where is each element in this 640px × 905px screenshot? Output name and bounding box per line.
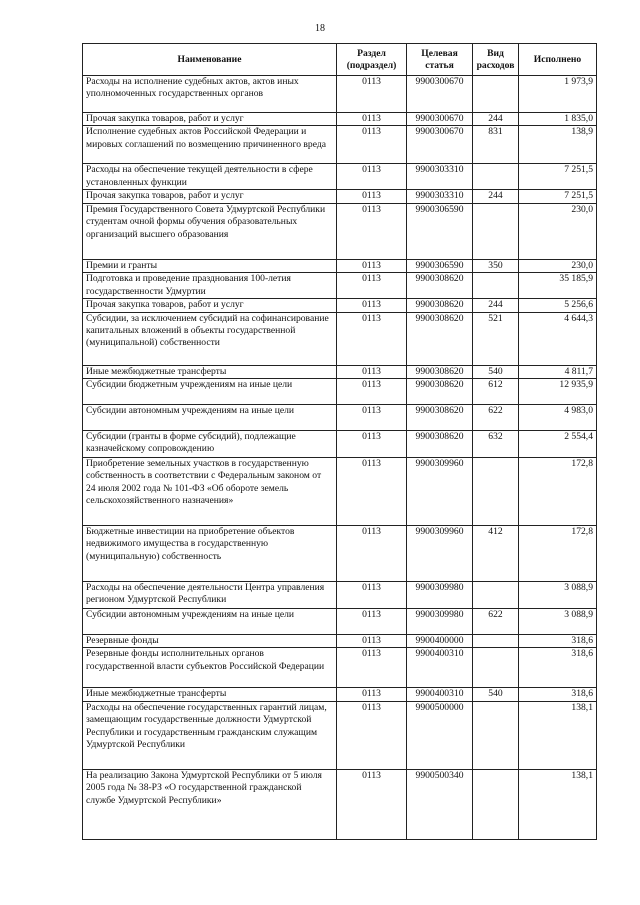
table-row (83, 259, 597, 272)
cell-target: 9900308620 (407, 405, 473, 431)
cell-name: Приобретение земельных участков в государственную собственность в соответствии с Федеральным законом от 24 июля 2002 года № 101-ФЗ «Об обороте земель сельскохозяйственного назначения» (83, 458, 337, 526)
header-type: Вид расходов (473, 44, 519, 76)
cell-section: 0113 (337, 164, 407, 190)
cell-value: 3 088,9 (519, 582, 597, 609)
cell-section: 0113 (337, 526, 407, 582)
cell-section: 0113 (337, 299, 407, 312)
cell-section: 0113 (337, 259, 407, 272)
cell-value: 172,8 (519, 458, 597, 526)
table-row (83, 701, 597, 769)
cell-section: 0113 (337, 379, 407, 405)
cell-section: 0113 (337, 190, 407, 203)
cell-type: 244 (473, 113, 519, 126)
table-row (83, 379, 597, 405)
table-row (83, 126, 597, 164)
cell-name: Расходы на исполнение судебных актов, актов иных уполномоченных государственных органов (83, 76, 337, 113)
table-row (83, 164, 597, 190)
cell-section: 0113 (337, 769, 407, 839)
cell-value: 318,6 (519, 635, 597, 648)
cell-name: Резервные фонды (83, 635, 337, 648)
cell-section: 0113 (337, 365, 407, 378)
cell-target: 9900308620 (407, 312, 473, 365)
cell-type (473, 164, 519, 190)
cell-name: Субсидии автономным учреждениям на иные цели (83, 405, 337, 431)
cell-name: Исполнение судебных актов Российской Федерации и мировых соглашений по возмещению причиненного вреда (83, 126, 337, 164)
cell-target: 9900500000 (407, 701, 473, 769)
cell-value: 4 983,0 (519, 405, 597, 431)
cell-value: 7 251,5 (519, 190, 597, 203)
cell-name: Премии и гранты (83, 259, 337, 272)
cell-section: 0113 (337, 273, 407, 299)
table-row (83, 312, 597, 365)
cell-target: 9900303310 (407, 164, 473, 190)
cell-type: 412 (473, 526, 519, 582)
cell-type: 831 (473, 126, 519, 164)
header-section: Раздел (подраздел) (337, 44, 407, 76)
cell-target: 9900306590 (407, 203, 473, 259)
cell-value: 7 251,5 (519, 164, 597, 190)
cell-target: 9900300670 (407, 126, 473, 164)
cell-section: 0113 (337, 609, 407, 635)
cell-type (473, 769, 519, 839)
cell-name: Прочая закупка товаров, работ и услуг (83, 299, 337, 312)
cell-type: 612 (473, 379, 519, 405)
cell-value: 138,1 (519, 769, 597, 839)
cell-type (473, 648, 519, 688)
cell-name: Резервные фонды исполнительных органов государственной власти субъектов Российской Федерации (83, 648, 337, 688)
table-row (83, 273, 597, 299)
table-row (83, 203, 597, 259)
cell-value: 4 644,3 (519, 312, 597, 365)
cell-name: На реализацию Закона Удмуртской Республики от 5 июля 2005 года № 38-РЗ «О государственной гражданской службе Удмуртской Республики» (83, 769, 337, 839)
cell-type (473, 582, 519, 609)
cell-value: 172,8 (519, 526, 597, 582)
table-header-row (83, 44, 597, 76)
cell-type: 521 (473, 312, 519, 365)
cell-type (473, 458, 519, 526)
cell-section: 0113 (337, 76, 407, 113)
cell-value: 318,6 (519, 688, 597, 701)
cell-target: 9900309960 (407, 458, 473, 526)
cell-target: 9900308620 (407, 273, 473, 299)
cell-target: 9900400310 (407, 688, 473, 701)
cell-type (473, 273, 519, 299)
cell-value: 3 088,9 (519, 609, 597, 635)
cell-target: 9900308620 (407, 379, 473, 405)
table-row (83, 113, 597, 126)
cell-type: 244 (473, 299, 519, 312)
cell-value: 318,6 (519, 648, 597, 688)
cell-section: 0113 (337, 203, 407, 259)
cell-target: 9900309980 (407, 582, 473, 609)
cell-target: 9900303310 (407, 190, 473, 203)
cell-value: 1 973,9 (519, 76, 597, 113)
cell-type: 350 (473, 259, 519, 272)
cell-section: 0113 (337, 701, 407, 769)
cell-target: 9900300670 (407, 113, 473, 126)
cell-section: 0113 (337, 113, 407, 126)
cell-type (473, 203, 519, 259)
table-row (83, 635, 597, 648)
cell-section: 0113 (337, 405, 407, 431)
cell-type: 622 (473, 609, 519, 635)
table-row (83, 76, 597, 113)
cell-name: Прочая закупка товаров, работ и услуг (83, 113, 337, 126)
cell-section: 0113 (337, 431, 407, 458)
cell-section: 0113 (337, 458, 407, 526)
cell-value: 5 256,6 (519, 299, 597, 312)
cell-type: 540 (473, 688, 519, 701)
header-name: Наименование (83, 44, 337, 76)
table-row (83, 405, 597, 431)
cell-value: 138,9 (519, 126, 597, 164)
cell-name: Расходы на обеспечение государственных гарантий лицам, замещающим государственные должности Удмуртской Республики и государственным гражданским служащим Удмуртской Республики (83, 701, 337, 769)
cell-target: 9900308620 (407, 365, 473, 378)
cell-type (473, 701, 519, 769)
cell-value: 230,0 (519, 259, 597, 272)
cell-target: 9900309980 (407, 609, 473, 635)
cell-name: Субсидии автономным учреждениям на иные цели (83, 609, 337, 635)
cell-target: 9900300670 (407, 76, 473, 113)
cell-type: 622 (473, 405, 519, 431)
table-row (83, 431, 597, 458)
table-row (83, 582, 597, 609)
cell-target: 9900309960 (407, 526, 473, 582)
cell-name: Расходы на обеспечение текущей деятельности в сфере установленных функции (83, 164, 337, 190)
cell-type: 540 (473, 365, 519, 378)
cell-name: Бюджетные инвестиции на приобретение объектов недвижимого имущества в государственную (муниципальную) собственность (83, 526, 337, 582)
cell-name: Субсидии, за исключением субсидий на софинансирование капитальных вложений в объекты государственной (муниципальной) собственности (83, 312, 337, 365)
header-target: Целевая статья (407, 44, 473, 76)
cell-value: 2 554,4 (519, 431, 597, 458)
cell-name: Прочая закупка товаров, работ и услуг (83, 190, 337, 203)
cell-target: 9900500340 (407, 769, 473, 839)
cell-target: 9900400000 (407, 635, 473, 648)
cell-section: 0113 (337, 582, 407, 609)
cell-target: 9900400310 (407, 648, 473, 688)
table-row (83, 299, 597, 312)
cell-name: Подготовка и проведение празднования 100-летия государственности Удмуртии (83, 273, 337, 299)
table-row (83, 769, 597, 839)
cell-type: 632 (473, 431, 519, 458)
cell-value: 230,0 (519, 203, 597, 259)
cell-value: 35 185,9 (519, 273, 597, 299)
cell-value: 1 835,0 (519, 113, 597, 126)
cell-value: 4 811,7 (519, 365, 597, 378)
cell-target: 9900308620 (407, 299, 473, 312)
cell-section: 0113 (337, 688, 407, 701)
cell-target: 9900308620 (407, 431, 473, 458)
table-row (83, 458, 597, 526)
table-row (83, 526, 597, 582)
cell-section: 0113 (337, 635, 407, 648)
cell-section: 0113 (337, 312, 407, 365)
cell-type (473, 76, 519, 113)
table-row (83, 688, 597, 701)
cell-section: 0113 (337, 648, 407, 688)
table-row (83, 609, 597, 635)
page-number: 18 (315, 23, 325, 34)
cell-type (473, 635, 519, 648)
table-row (83, 365, 597, 378)
cell-name: Субсидии (гранты в форме субсидий), подлежащие казначейскому сопровождению (83, 431, 337, 458)
table-row (83, 648, 597, 688)
cell-name: Субсидии бюджетным учреждениям на иные цели (83, 379, 337, 405)
cell-name: Иные межбюджетные трансферты (83, 365, 337, 378)
cell-value: 138,1 (519, 701, 597, 769)
cell-name: Иные межбюджетные трансферты (83, 688, 337, 701)
cell-name: Премия Государственного Совета Удмуртской Республики студентам очной формы обучения образовательных организаций высшего образования (83, 203, 337, 259)
table-row (83, 190, 597, 203)
budget-table (82, 43, 597, 840)
cell-name: Расходы на обеспечение деятельности Центра управления регионом Удмуртской Республики (83, 582, 337, 609)
header-done: Исполнено (519, 44, 597, 76)
cell-section: 0113 (337, 126, 407, 164)
cell-target: 9900306590 (407, 259, 473, 272)
cell-type: 244 (473, 190, 519, 203)
cell-value: 12 935,9 (519, 379, 597, 405)
